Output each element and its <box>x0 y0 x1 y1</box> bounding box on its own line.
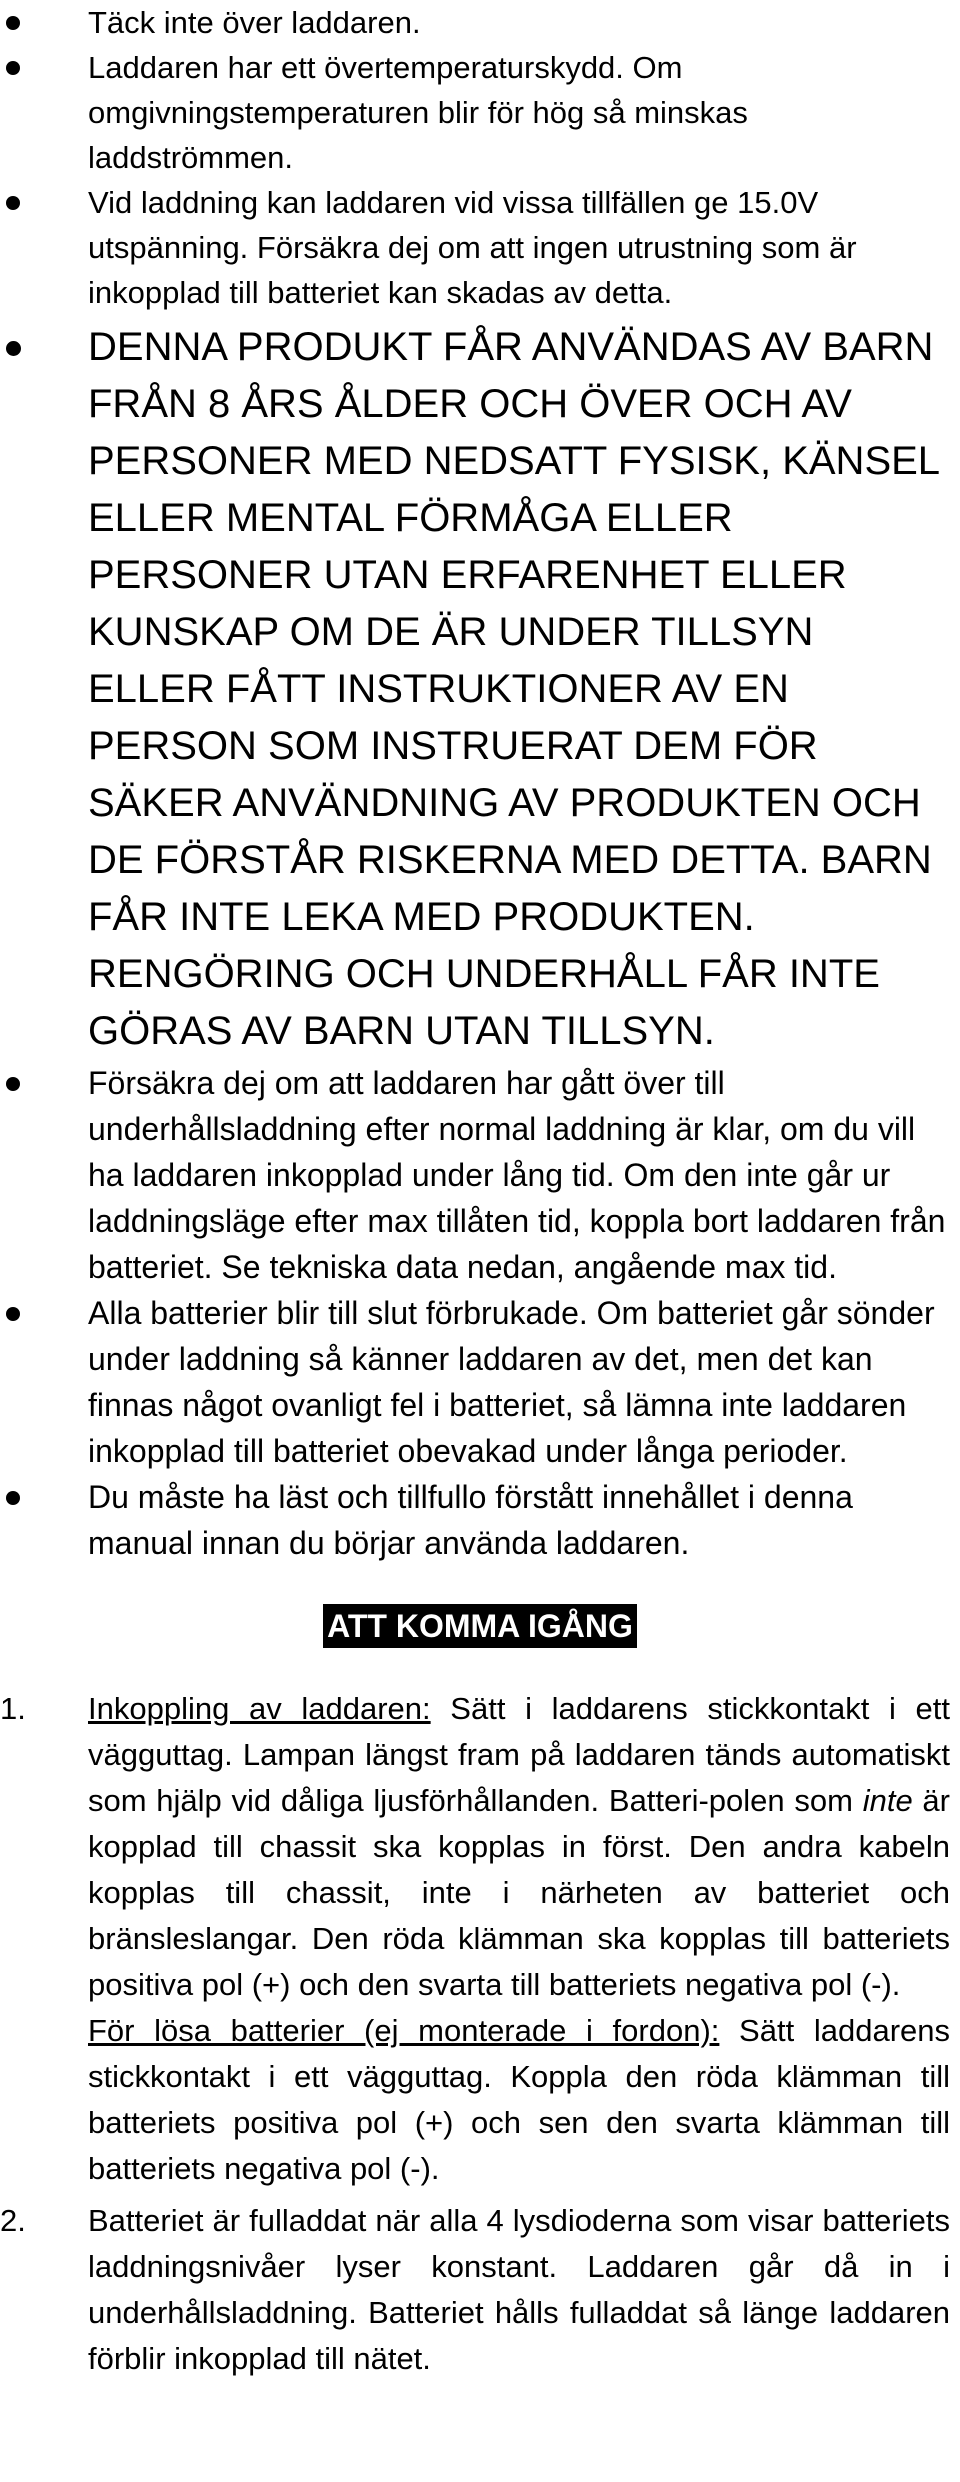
step-emphasis: inte <box>862 1783 913 1818</box>
step-text-b: är kopplad till chassit ska kopplas in först. Den andra kabeln kopplas till chassit, inte i närheten av batteriet och bränsleslangar. Den röda klämman ska kopplas till batteriets positiva pol (+) och den svarta till batteriets negativa pol (-). <box>88 1783 950 2002</box>
bullet-dot-icon <box>6 1491 20 1505</box>
bullet-text: Alla batterier blir till slut förbrukade. Om batteriet går sönder under laddning så känner laddaren av det, men det kan finnas något ovanligt fel i batteriet, så lämna inte laddaren inkopplad till batteriet obevakad under långa perioder. <box>88 1295 935 1469</box>
bullet-text: Täck inte över laddaren. <box>88 5 421 40</box>
section-heading: ATT KOMMA IGÅNG <box>323 1604 637 1648</box>
bullet-dot-icon <box>6 341 21 356</box>
step-item <box>0 1686 960 2192</box>
step-subparagraph <box>88 2008 950 2192</box>
bullet-text: Du måste ha läst och tillfullo förstått innehållet i denna manual innan du börjar använda laddaren. <box>88 1479 853 1561</box>
bullet-item <box>0 1290 960 1474</box>
section-heading-wrap <box>0 1604 960 1648</box>
bullet-dot-icon <box>6 1077 20 1091</box>
bullet-item <box>0 45 960 180</box>
bullet-item <box>0 1060 960 1290</box>
bullet-dot-icon <box>6 1307 20 1321</box>
step-text-a: Sätt i laddarens stickkontakt i ett vägguttag. Lampan längst fram på laddaren tänds automatiskt som hjälp vid dåliga ljusförhållanden. Batteri-polen som <box>88 1691 950 1818</box>
step-subtitle: För lösa batterier (ej monterade i fordon): <box>88 2013 720 2048</box>
step-number: 1. <box>0 1691 26 1726</box>
step-subtext: Sätt laddarens stickkontakt i ett vägguttag. Koppla den röda klämman till batteriets positiva pol (+) och sen den svarta klämman till batteriets negativa pol (-). <box>88 2013 950 2186</box>
bullet-item-warning <box>0 319 960 1060</box>
bullet-dot-icon <box>6 61 20 75</box>
bullet-text: Laddaren har ett övertemperaturskydd. Om omgivningstemperaturen blir för hög så minskas laddströmmen. <box>88 50 748 175</box>
step-title: Inkoppling av laddaren: <box>88 1691 431 1726</box>
bullet-text: DENNA PRODUKT FÅR ANVÄNDAS AV BARN FRÅN 8 ÅRS ÅLDER OCH ÖVER OCH AV PERSONER MED NEDSATT FYSISK, KÄNSEL ELLER MENTAL FÖRMÅGA ELLER PERSONER UTAN ERFARENHET ELLER KUNSKAP OM DE ÄR UNDER TILLSYN ELLER FÅTT INSTRUKTIONER AV EN PERSON SOM INSTRUERAT DEM FÖR SÄKER ANVÄNDNING AV PRODUKTEN OCH DE FÖRSTÅR RISKERNA MED DETTA. BARN FÅR INTE LEKA MED PRODUKTEN. RENGÖRING OCH UNDERHÅLL FÅR INTE GÖRAS AV BARN UTAN TILLSYN. <box>88 325 939 1053</box>
step-paragraph <box>88 2198 950 2382</box>
step-paragraph <box>88 1686 950 2008</box>
bullet-item <box>0 0 960 45</box>
step-item <box>0 2198 960 2382</box>
bullet-text: Vid laddning kan laddaren vid vissa tillfällen ge 15.0V utspänning. Försäkra dej om att ingen utrustning som är inkopplad till batteriet kan skadas av detta. <box>88 185 857 310</box>
bullet-item <box>0 1474 960 1566</box>
step-text: Batteriet är fulladdat när alla 4 lysdioderna som visar batteriets laddningsnivåer lyser konstant. Laddaren går då in i underhållsladdning. Batteriet hålls fulladdat så länge laddaren förblir inkopplad till nätet. <box>88 2203 950 2376</box>
step-number: 2. <box>0 2203 26 2238</box>
steps-list <box>0 1686 960 2382</box>
bullet-dot-icon <box>6 196 20 210</box>
bullet-item <box>0 180 960 315</box>
bullet-dot-icon <box>6 16 20 30</box>
bullet-text: Försäkra dej om att laddaren har gått över till underhållsladdning efter normal laddning är klar, om du vill ha laddaren inkopplad under lång tid. Om den inte går ur laddningsläge efter max tillåten tid, koppla bort laddaren från batteriet. Se tekniska data nedan, angående max tid. <box>88 1065 946 1285</box>
